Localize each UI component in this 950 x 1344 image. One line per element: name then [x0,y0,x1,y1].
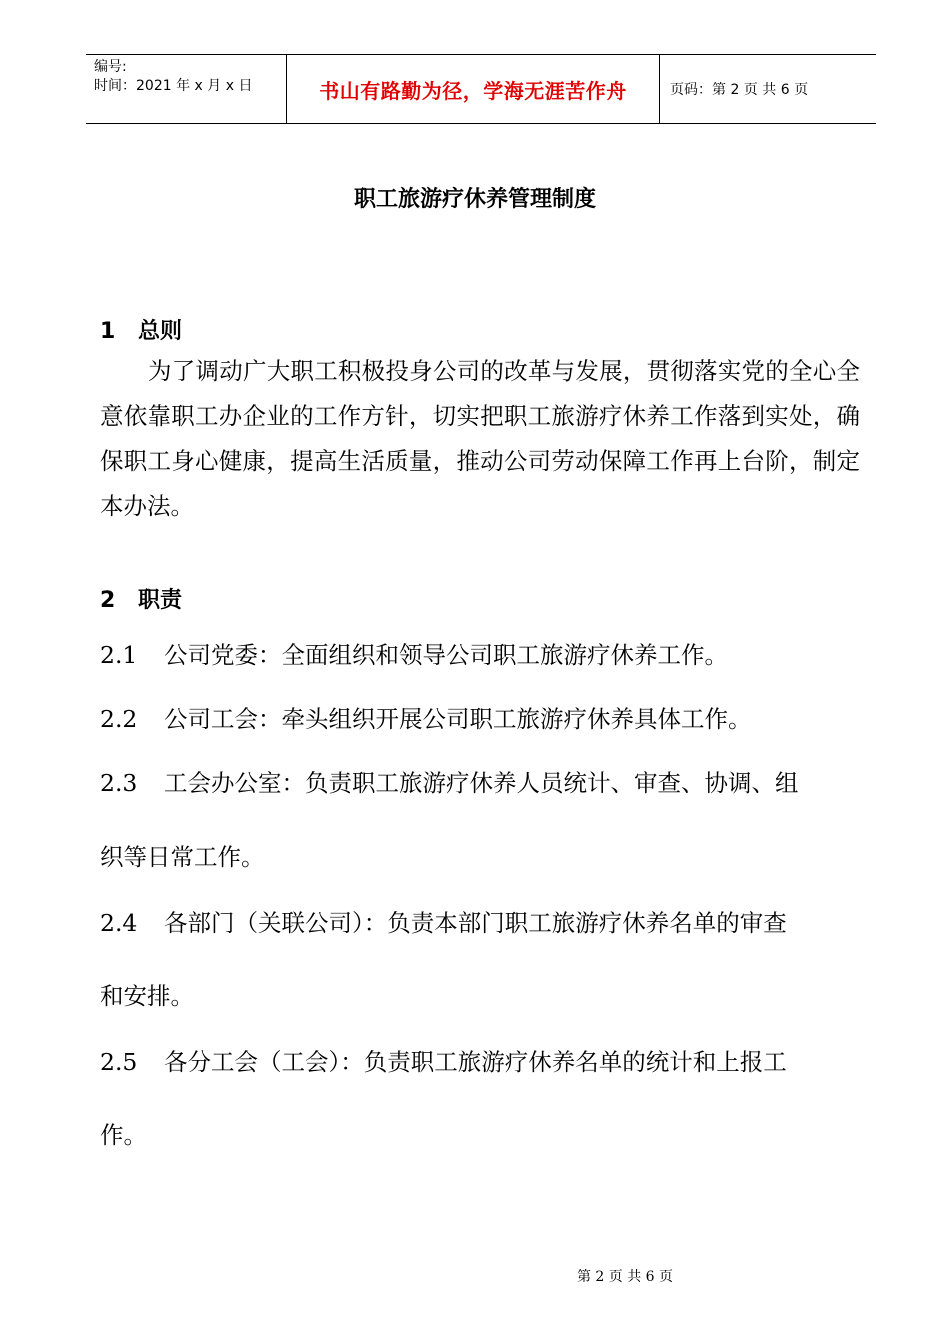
duty-item-continuation: 作。 [100,1121,147,1149]
section-2-number: 2 [100,588,116,613]
section-2-heading [100,583,182,614]
header-motto-cell [287,55,660,123]
duty-item-number: 2.5 [100,1048,138,1076]
duty-item [100,700,860,734]
header-motto: 书山有路勤为径，学海无涯苦作舟 [319,78,627,103]
duty-item-number: 2.2 [100,705,138,733]
page-footer: 第 2 页 共 6 页 [576,1269,674,1285]
header-page-info: 页码：第 2 页 共 6 页 [670,82,809,98]
section-1-title: 总则 [138,319,183,344]
section-1-number: 1 [100,319,116,344]
duty-item-continuation: 和安排。 [100,982,194,1010]
duty-item-number: 2.4 [100,909,138,937]
duty-item-text: 公司工会：牵头组织开展公司职工旅游疗休养具体工作。 [164,705,752,733]
duty-item-text: 公司党委：全面组织和领导公司职工旅游疗休养工作。 [164,641,728,669]
duty-item-continuation: 织等日常工作。 [100,843,265,871]
header-meta-cell [86,55,287,123]
document-header [86,54,876,124]
duty-item [100,904,860,938]
duty-item-number: 2.3 [100,769,138,797]
document-time-label: 时间：2021 年 x 月 x 日 [94,78,253,94]
header-page-cell [660,55,876,123]
duty-item-text: 各部门（关联公司）：负责本部门职工旅游疗休养名单的审查 [164,909,787,937]
duty-item-text: 工会办公室：负责职工旅游疗休养人员统计、审查、协调、组 [164,769,799,797]
section-2-title: 职责 [138,588,183,613]
document-number-label: 编号: [94,59,127,75]
duty-item [100,636,860,670]
section-1-paragraph: 为了调动广大职工积极投身公司的改革与发展，贯彻落实党的全心全意依靠职工办企业的工作方针，切实把职工旅游疗休养工作落到实处，确保职工身心健康，提高生活质量，推动公司劳动保障工作再上台阶，制定本办法。 [100,357,860,520]
duty-item-text: 各分工会（工会）：负责职工旅游疗休养名单的统计和上报工 [164,1048,787,1076]
section-1-heading [100,314,182,345]
duty-item [100,764,860,798]
duty-item [100,1043,860,1077]
duty-item-number: 2.1 [100,641,138,669]
document-title: 职工旅游疗休养管理制度 [353,187,596,212]
